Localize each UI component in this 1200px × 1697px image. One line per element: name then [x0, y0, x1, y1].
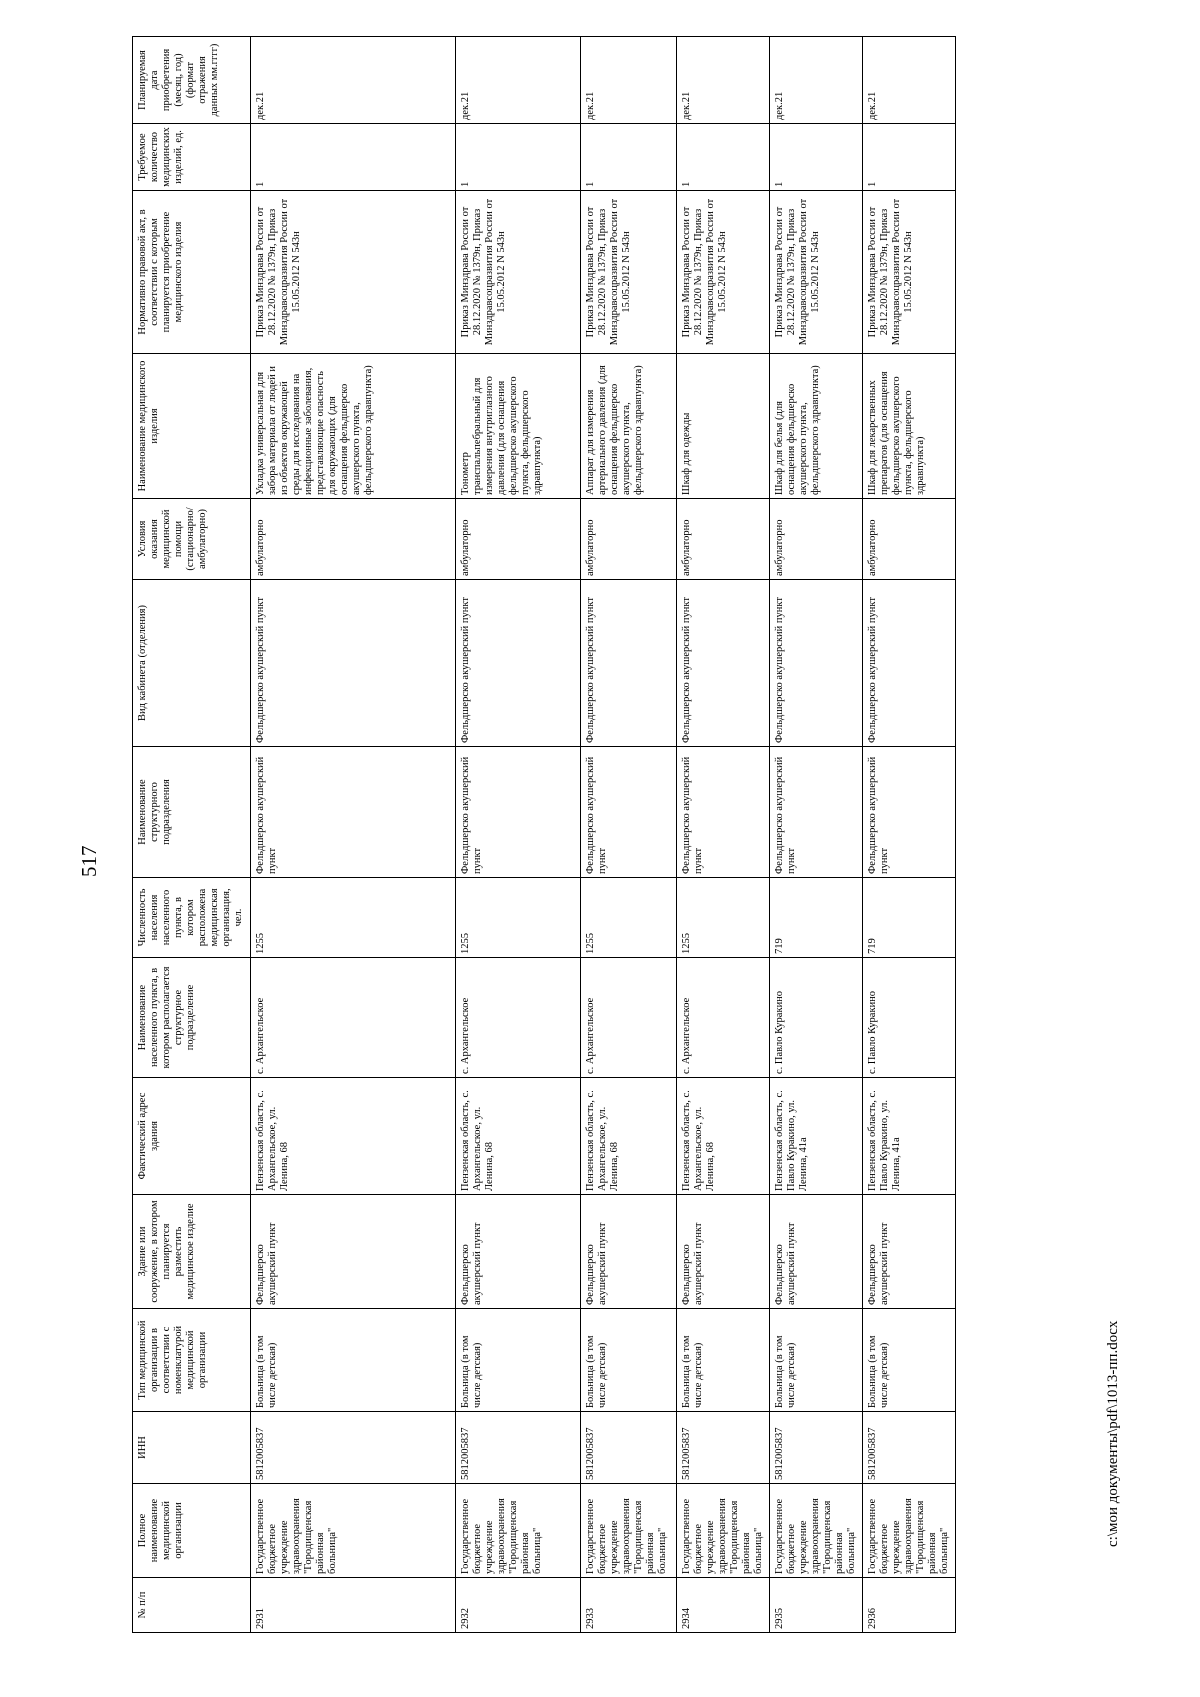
cell-settlement: с. Павло Куракино [863, 958, 956, 1078]
table-row [863, 37, 956, 1633]
cell-org: Государственное бюджетное учреждение здравоохранения "Городищенская районная больница" [581, 1484, 677, 1578]
cell-device: Укладка универсальная для забора материала от людей и из объектов окружающей среды для исследования на инфекционные заболевания, представляющие опасность для окружающих (для оснащения фельдшерско акушерского пункта, фельдшерского здравпункта) [251, 354, 456, 499]
cell-org: Государственное бюджетное учреждение здравоохранения "Городищенская районная больница" [251, 1484, 456, 1578]
cell-num: 2934 [677, 1578, 770, 1633]
table-body [251, 37, 956, 1633]
cell-inn: 5812005837 [677, 1412, 770, 1484]
cell-address: Пензенская область, с. Павло Куракино, ул. Ленина, 41а [863, 1078, 956, 1195]
col-header-num: № п/п [133, 1578, 251, 1633]
cell-date: дек.21 [770, 37, 863, 124]
cell-building: Фельдшерско акушерский пункт [456, 1195, 581, 1309]
cell-settlement: с. Павло Куракино [770, 958, 863, 1078]
cell-population: 1255 [581, 878, 677, 958]
table-row [677, 37, 770, 1633]
cell-org: Государственное бюджетное учреждение здравоохранения "Городищенская районная больница" [677, 1484, 770, 1578]
cell-unit: Фельдшерско акушерский пункт [677, 747, 770, 878]
cell-act: Приказ Минздрава России от 28.12.2020 № 1379н, Приказ Минздравсоцразвития России от 15.05.2012 N 543н [251, 191, 456, 354]
cell-conditions: амбулаторно [251, 499, 456, 580]
cell-cabinet: Фельдшерско акушерский пункт [677, 580, 770, 747]
cell-conditions: амбулаторно [456, 499, 581, 580]
cell-date: дек.21 [863, 37, 956, 124]
col-header-conditions: Условия оказания медицинской помощи (стационарно/ амбулаторно) [133, 499, 251, 580]
table-row [456, 37, 581, 1633]
cell-population: 1255 [251, 878, 456, 958]
cell-qty: 1 [581, 124, 677, 191]
cell-type: Больница (в том числе детская) [770, 1309, 863, 1412]
cell-type: Больница (в том числе детская) [456, 1309, 581, 1412]
cell-settlement: с. Архангельское [251, 958, 456, 1078]
cell-qty: 1 [770, 124, 863, 191]
cell-population: 1255 [456, 878, 581, 958]
cell-inn: 5812005837 [581, 1412, 677, 1484]
col-header-act: Нормативно правовой акт, в соответствии с которым планируется приобретение медицинского изделия [133, 191, 251, 354]
cell-address: Пензенская область, с. Архангельское, ул. Ленина, 68 [456, 1078, 581, 1195]
cell-org: Государственное бюджетное учреждение здравоохранения "Городищенская районная больница" [456, 1484, 581, 1578]
cell-building: Фельдшерско акушерский пункт [863, 1195, 956, 1309]
col-header-address: Фактический адрес здания [133, 1078, 251, 1195]
cell-qty: 1 [456, 124, 581, 191]
col-header-org: Полное наименование медицинской организации [133, 1484, 251, 1578]
cell-type: Больница (в том числе детская) [677, 1309, 770, 1412]
table-row [251, 37, 456, 1633]
cell-building: Фельдшерско акушерский пункт [581, 1195, 677, 1309]
cell-conditions: амбулаторно [770, 499, 863, 580]
header-row [133, 37, 251, 1633]
cell-conditions: амбулаторно [863, 499, 956, 580]
cell-address: Пензенская область, с. Архангельское, ул. Ленина, 68 [581, 1078, 677, 1195]
cell-address: Пензенская область, с. Архангельское, ул. Ленина, 68 [251, 1078, 456, 1195]
cell-population: 719 [770, 878, 863, 958]
col-header-settlement: Наименование населенного пункта, в котором располагается структурное подразделение [133, 958, 251, 1078]
cell-inn: 5812005837 [251, 1412, 456, 1484]
col-header-cabinet: Вид кабинета (отделения) [133, 580, 251, 747]
cell-building: Фельдшерско акушерский пункт [770, 1195, 863, 1309]
cell-type: Больница (в том числе детская) [251, 1309, 456, 1412]
col-header-unit: Наименование структурного подразделения [133, 747, 251, 878]
cell-address: Пензенская область, с. Павло Куракино, ул. Ленина, 41а [770, 1078, 863, 1195]
cell-act: Приказ Минздрава России от 28.12.2020 № 1379н, Приказ Минздравсоцразвития России от 15.05.2012 N 543н [581, 191, 677, 354]
equipment-table [132, 36, 956, 1633]
cell-settlement: с. Архангельское [581, 958, 677, 1078]
col-header-population: Численность населения населенного пункта, в котором расположена медицинская организация, чел. [133, 878, 251, 958]
cell-inn: 5812005837 [770, 1412, 863, 1484]
page-number: 517 [77, 845, 101, 877]
cell-device: Шкаф для белья (для оснащения фельдшерско акушерского пункта, фельдшерского здравпункта) [770, 354, 863, 499]
cell-date: дек.21 [677, 37, 770, 124]
cell-num: 2933 [581, 1578, 677, 1633]
cell-type: Больница (в том числе детская) [863, 1309, 956, 1412]
cell-date: дек.21 [251, 37, 456, 124]
cell-act: Приказ Минздрава России от 28.12.2020 № 1379н, Приказ Минздравсоцразвития России от 15.05.2012 N 543н [456, 191, 581, 354]
col-header-building: Здание или сооружение, в котором планируется разместить медицинское изделие [133, 1195, 251, 1309]
cell-building: Фельдшерско акушерский пункт [251, 1195, 456, 1309]
cell-num: 2936 [863, 1578, 956, 1633]
cell-cabinet: Фельдшерско акушерский пункт [863, 580, 956, 747]
cell-device: Шкаф для одежды [677, 354, 770, 499]
cell-act: Приказ Минздрава России от 28.12.2020 № 1379н, Приказ Минздравсоцразвития России от 15.05.2012 N 543н [770, 191, 863, 354]
cell-act: Приказ Минздрава России от 28.12.2020 № 1379н, Приказ Минздравсоцразвития России от 15.05.2012 N 543н [677, 191, 770, 354]
col-header-inn: ИНН [133, 1412, 251, 1484]
cell-device: Аппарат для измерения артериального давления (для оснащения фельдшерско акушерского пункта, фельдшерского здравпункта) [581, 354, 677, 499]
cell-cabinet: Фельдшерско акушерский пункт [456, 580, 581, 747]
col-header-device: Наименование медицинского изделия [133, 354, 251, 499]
col-header-date: Планируемая дата приобретения (месяц, год) (формат отражения данных мм.гггг) [133, 37, 251, 124]
cell-settlement: с. Архангельское [456, 958, 581, 1078]
cell-qty: 1 [251, 124, 456, 191]
cell-qty: 1 [863, 124, 956, 191]
table-row [770, 37, 863, 1633]
cell-address: Пензенская область, с. Архангельское, ул. Ленина, 68 [677, 1078, 770, 1195]
cell-device: Шкаф для лекарственных препаратов (для оснащения фельдшерско акушерского пункта, фельдшерского здравпункта) [863, 354, 956, 499]
cell-population: 719 [863, 878, 956, 958]
table-row [581, 37, 677, 1633]
cell-num: 2931 [251, 1578, 456, 1633]
cell-conditions: амбулаторно [677, 499, 770, 580]
cell-cabinet: Фельдшерско акушерский пункт [770, 580, 863, 747]
cell-cabinet: Фельдшерско акушерский пункт [581, 580, 677, 747]
cell-device: Тонометр транспальпебральный для измерения внутриглазного давления (для оснащения фельдшерско акушерского пункта, фельдшерского здравпункта) [456, 354, 581, 499]
cell-date: дек.21 [581, 37, 677, 124]
cell-settlement: с. Архангельское [677, 958, 770, 1078]
cell-inn: 5812005837 [456, 1412, 581, 1484]
cell-type: Больница (в том числе детская) [581, 1309, 677, 1412]
cell-unit: Фельдшерско акушерский пункт [863, 747, 956, 878]
cell-cabinet: Фельдшерско акушерский пункт [251, 580, 456, 747]
cell-unit: Фельдшерско акушерский пункт [581, 747, 677, 878]
cell-unit: Фельдшерско акушерский пункт [456, 747, 581, 878]
cell-unit: Фельдшерско акушерский пункт [251, 747, 456, 878]
file-path: c:\мои документы\pdf\1013-пп.docx [1105, 1320, 1121, 1547]
cell-act: Приказ Минздрава России от 28.12.2020 № 1379н, Приказ Минздравсоцразвития России от 15.05.2012 N 543н [863, 191, 956, 354]
cell-unit: Фельдшерско акушерский пункт [770, 747, 863, 878]
cell-building: Фельдшерско акушерский пункт [677, 1195, 770, 1309]
col-header-type: Тип медицинской организации в соответствии с номенклатурой медицинской организации [133, 1309, 251, 1412]
cell-qty: 1 [677, 124, 770, 191]
cell-org: Государственное бюджетное учреждение здравоохранения "Городищенская районная больница" [863, 1484, 956, 1578]
col-header-qty: Требуемое количество медицинских изделий, ед. [133, 124, 251, 191]
cell-date: дек.21 [456, 37, 581, 124]
cell-org: Государственное бюджетное учреждение здравоохранения "Городищенская районная больница" [770, 1484, 863, 1578]
cell-num: 2935 [770, 1578, 863, 1633]
cell-population: 1255 [677, 878, 770, 958]
cell-num: 2932 [456, 1578, 581, 1633]
cell-inn: 5812005837 [863, 1412, 956, 1484]
cell-conditions: амбулаторно [581, 499, 677, 580]
